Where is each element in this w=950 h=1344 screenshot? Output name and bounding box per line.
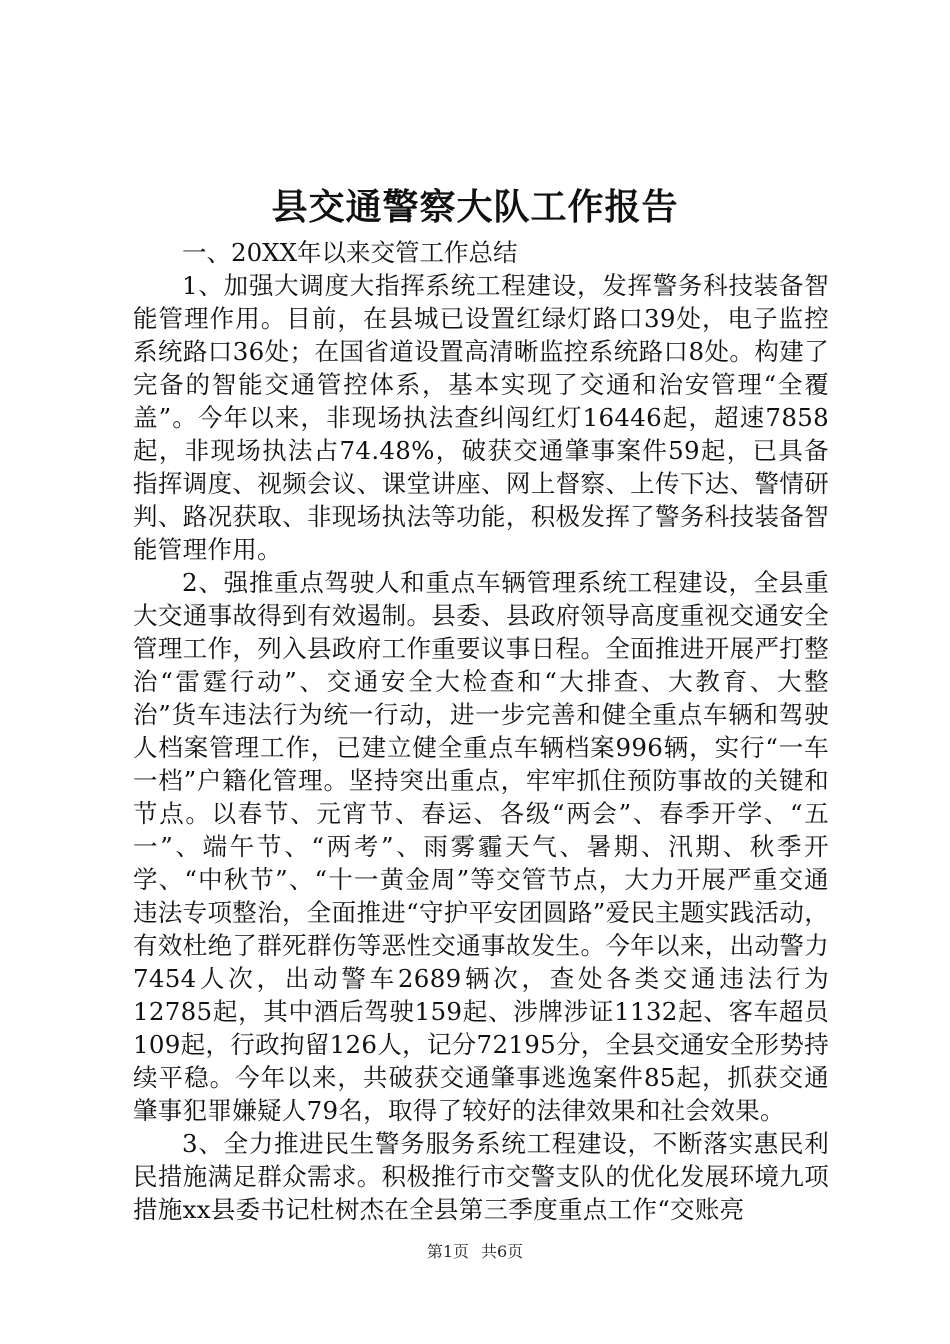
paragraph-2: 2、强推重点驾驶人和重点车辆管理系统工程建设，全县重大交通事故得到有效遏制。县委、县政府领导高度重视交通安全管理工作，列入县政府工作重要议事日程。全面推进开展严打整治“雷霆行动”、交通安全大检查和“大排查、大教育、大整治”货车违法行为统一行动，进一步完善和健全重点车辆和驾驶人档案管理工作，已建立健全重点车辆档案996辆，实行“一车一档”户籍化管理。坚持突出重点，牢牢抓住预防事故的关键和节点。以春节、元宵节、春运、各级“两会”、春季开学、“五一”、端午节、“两考”、雨雾霾天气、暑期、汛期、秋季开学、“中秋节”、“十一黄金周”等交管节点，大力开展严重交通违法专项整治，全面推进“守护平安团圆路”爱民主题实践活动，有效杜绝了群死群伤等恶性交通事故发生。今年以来，出动警力7454人次，出动警车2689辆次，查处各类交通违法行为12785起，其中酒后驾驶159起、涉牌涉证1132起、客车超员109起，行政拘留126人，记分72195分，全县交通安全形势持续平稳。今年以来，共破获交通肇事逃逸案件85起，抓获交通肇事犯罪嫌疑人79名，取得了较好的法律效果和社会效果。 [133,568,830,1125]
paragraph-3: 3、全力推进民生警务服务系统工程建设，不断落实惠民利民措施满足群众需求。积极推行市交警支队的优化发展环境九项措施xx县委书记杜树杰在全县第三季度重点工作“交账亮 [133,1129,829,1224]
page-footer [0,1241,950,1263]
page-number: 第1页 [426,1242,469,1261]
paragraph-1: 1、加强大调度大指挥系统工程建设，发挥警务科技装备智能管理作用。目前，在县城已设置红绿灯路口39处，电子监控系统路口36处；在国省道设置高清晰监控系统路口8处。构建了完备的智能交通管控体系，基本实现了交通和治安管理“全覆盖”。今年以来，非现场执法查纠闯红灯16446起，超速7858起，非现场执法占74.48%，破获交通肇事案件59起，已具备指挥调度、视频会议、课堂讲座、网上督察、上传下达、警情研判、路况获取、非现场执法等功能，积极发挥了警务科技装备智能管理作用。 [133,271,829,564]
document-title: 县交通警察大队工作报告 [271,186,679,228]
page-total: 共6页 [481,1242,524,1261]
document-body [133,236,829,1226]
section-heading: 一、20XX年以来交管工作总结 [182,238,518,267]
